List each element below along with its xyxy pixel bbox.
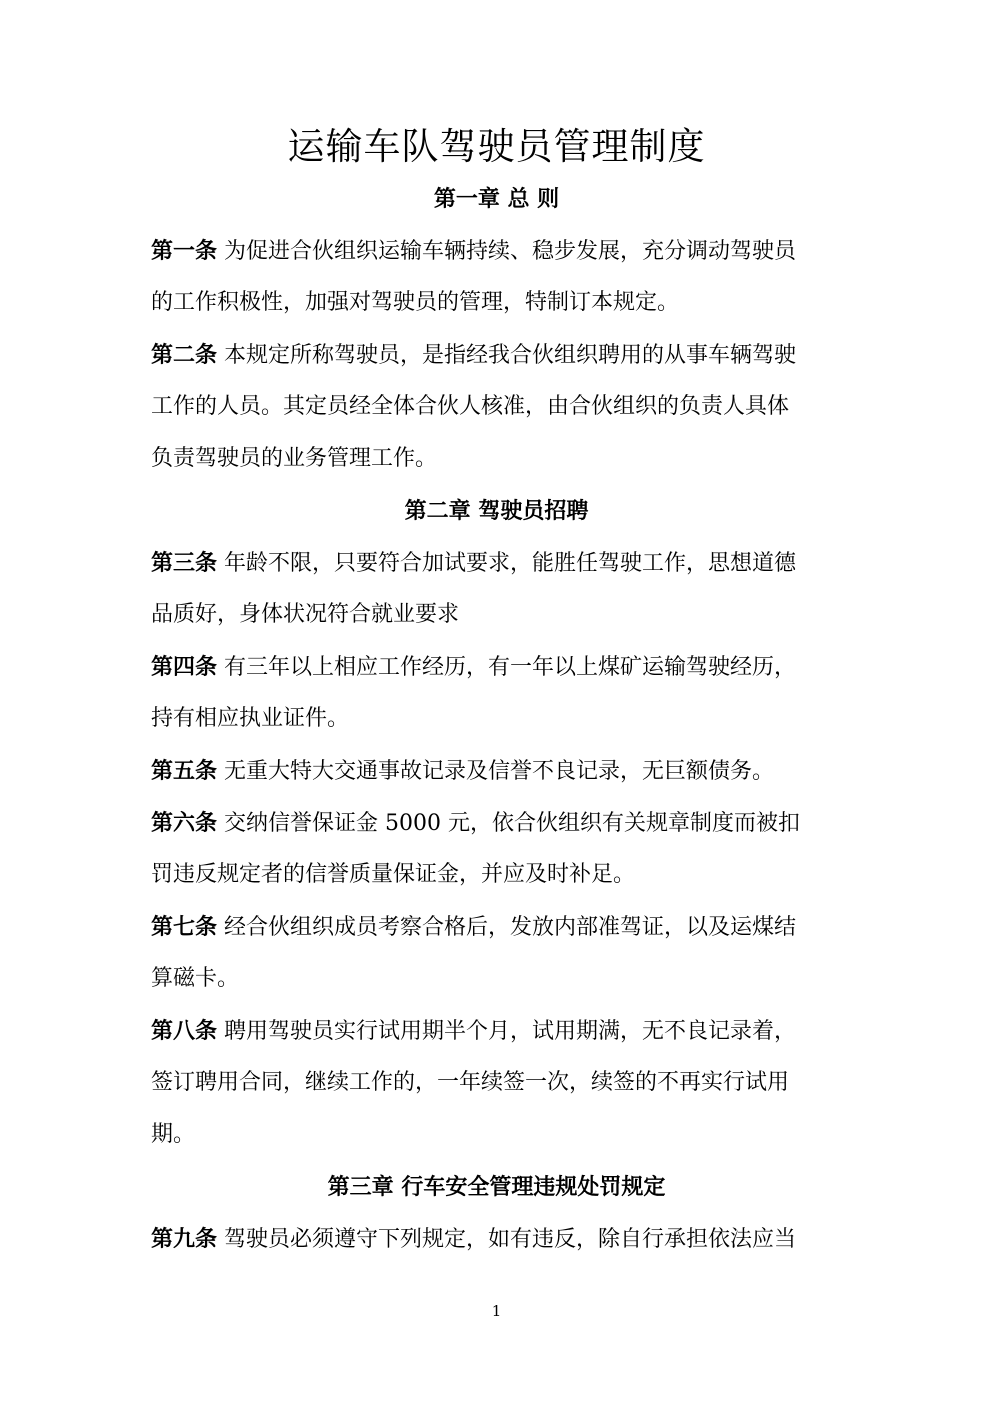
article-2-line-2: 工作的人员。其定员经全体合伙人核准，由合伙组织的负责人具体 xyxy=(151,394,790,419)
article-7-line-2: 算磁卡。 xyxy=(151,966,240,991)
article-3-label: 第三条 xyxy=(151,550,218,576)
article-8-line-3: 期。 xyxy=(151,1122,196,1147)
article-1-text: 为促进合伙组织运输车辆持续、稳步发展，充分调动驾驶员 xyxy=(217,239,797,264)
article-9-line-1 xyxy=(151,1224,871,1255)
article-5-label: 第五条 xyxy=(151,758,218,784)
article-7-label: 第七条 xyxy=(151,914,218,940)
article-2-line-3: 负责驾驶员的业务管理工作。 xyxy=(151,446,438,471)
article-4-label: 第四条 xyxy=(151,654,218,680)
article-4-text: 有三年以上相应工作经历，有一年以上煤矿运输驾驶经历， xyxy=(217,655,797,680)
article-1-line-2: 的工作积极性，加强对驾驶员的管理，特制订本规定。 xyxy=(151,290,680,315)
article-8-text: 聘用驾驶员实行试用期半个月，试用期满，无不良记录着， xyxy=(217,1019,797,1044)
article-8-line-2: 签订聘用合同，继续工作的，一年续签一次，续签的不再实行试用 xyxy=(151,1070,790,1095)
article-6-label: 第六条 xyxy=(151,810,218,836)
article-2-label: 第二条 xyxy=(151,342,218,368)
article-3-line-2: 品质好，身体状况符合就业要求 xyxy=(151,602,460,627)
article-9-label: 第九条 xyxy=(151,1226,218,1252)
article-7-text: 经合伙组织成员考察合格后，发放内部准驾证，以及运煤结 xyxy=(217,915,797,940)
article-6-line-1 xyxy=(151,808,871,839)
article-2-line-1 xyxy=(151,340,871,371)
article-4-line-2: 持有相应执业证件。 xyxy=(151,706,350,731)
article-4-line-1 xyxy=(151,652,871,683)
chapter-1-heading: 第一章 总 则 xyxy=(433,186,560,212)
article-5-line-1 xyxy=(151,756,871,787)
article-9-text: 驾驶员必须遵守下列规定，如有违反，除自行承担依法应当 xyxy=(217,1227,797,1252)
chapter-3-heading: 第三章 行车安全管理违规处罚规定 xyxy=(327,1174,666,1200)
page-number: 1 xyxy=(491,1302,502,1320)
article-5-text: 无重大特大交通事故记录及信誉不良记录，无巨额债务。 xyxy=(217,759,775,784)
article-1-line-1 xyxy=(151,236,871,267)
article-3-text: 年龄不限，只要符合加试要求，能胜任驾驶工作，思想道德 xyxy=(217,551,797,576)
document-title: 运输车队驾驶员管理制度 xyxy=(287,125,706,168)
article-6-text: 交纳信誉保证金 5000 元，依合伙组织有关规章制度而被扣 xyxy=(217,811,800,836)
article-8-line-1 xyxy=(151,1016,871,1047)
article-7-line-1 xyxy=(151,912,871,943)
article-6-line-2: 罚违反规定者的信誉质量保证金，并应及时补足。 xyxy=(151,862,636,887)
article-3-line-1 xyxy=(151,548,871,579)
article-1-label: 第一条 xyxy=(151,238,218,264)
chapter-2-heading: 第二章 驾驶员招聘 xyxy=(404,498,589,524)
article-8-label: 第八条 xyxy=(151,1018,218,1044)
article-2-text: 本规定所称驾驶员，是指经我合伙组织聘用的从事车辆驾驶 xyxy=(217,343,797,368)
